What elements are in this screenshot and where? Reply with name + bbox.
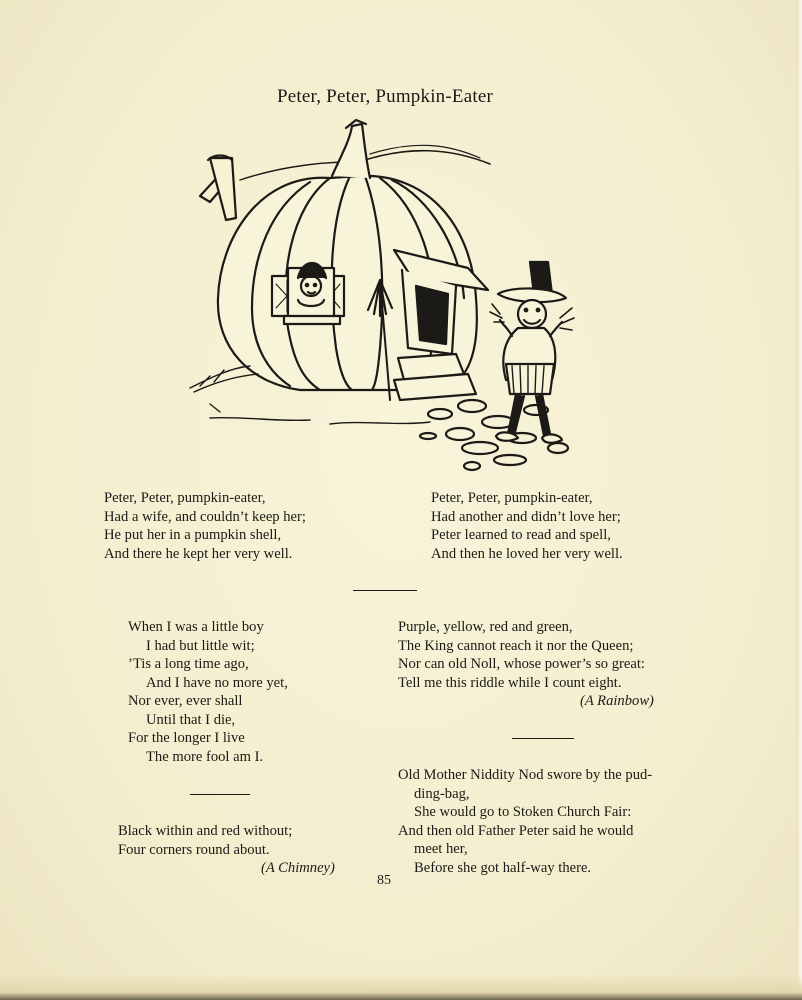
poem-line: Before she got half-way there. (414, 859, 592, 876)
poem1-right-stanza (431, 489, 623, 563)
poem-line: She would go to Stoken Church Fair: (414, 804, 632, 820)
section-divider (353, 590, 417, 591)
poem2-stanza (128, 618, 288, 766)
page-edge-right (796, 0, 802, 1000)
riddle1-stanza (118, 822, 335, 878)
poem-line: The King cannot reach it nor the Queen; (398, 637, 634, 654)
poem-line: Nor can old Noll, whose power’s so great: (398, 656, 645, 672)
poem-line: Until that I die, (146, 711, 236, 728)
poem-line: Had a wife, and couldn’t keep her; (104, 508, 306, 525)
poem-line: And I have no more yet, (146, 674, 288, 691)
poem-line: And then old Father Peter said he would (398, 822, 634, 839)
poem-line: When I was a little boy (128, 619, 264, 635)
section-divider (190, 794, 250, 795)
poem-line: I had but little wit; (146, 637, 255, 654)
poem-line: Peter, Peter, pumpkin-eater, (104, 490, 266, 506)
poem1-left-stanza (104, 489, 306, 563)
page-edge-bottom (0, 974, 802, 1000)
riddle2-stanza (398, 618, 654, 711)
poem-line: And there he kept her very well. (104, 545, 293, 562)
poem-line: He put her in a pumpkin shell, (104, 527, 282, 543)
poem-line: Four corners round about. (118, 841, 270, 858)
section-divider (512, 738, 574, 739)
poem-line: The more fool am I. (146, 748, 264, 765)
poem-line: Nor ever, ever shall (128, 693, 243, 709)
poem-line: Tell me this riddle while I count eight. (398, 674, 622, 691)
poem-line: Had another and didn’t love her; (431, 508, 621, 525)
riddle-answer: (A Chimney) (261, 860, 335, 876)
poem-line: ’Tis a long time ago, (128, 656, 249, 672)
poem-line: Peter, Peter, pumpkin-eater, (431, 490, 593, 506)
page-number: 85 (377, 873, 391, 888)
poem-line: Old Mother Niddity Nod swore by the pud- (398, 767, 653, 783)
poem-line: For the longer I live (128, 730, 245, 746)
poem-line: meet her, (414, 841, 468, 857)
poem-line: Peter learned to read and spell, (431, 527, 611, 543)
poem-line: Black within and red without; (118, 823, 293, 839)
poem-line: And then he loved her very well. (431, 545, 623, 562)
poem-line: ding-bag, (414, 785, 470, 802)
pumpkin-house-illustration (180, 118, 600, 478)
poem-line: Purple, yellow, red and green, (398, 619, 573, 635)
poem3-stanza (398, 766, 652, 877)
page-title: Peter, Peter, Pumpkin-Eater (277, 86, 493, 107)
riddle-answer: (A Rainbow) (580, 693, 654, 709)
